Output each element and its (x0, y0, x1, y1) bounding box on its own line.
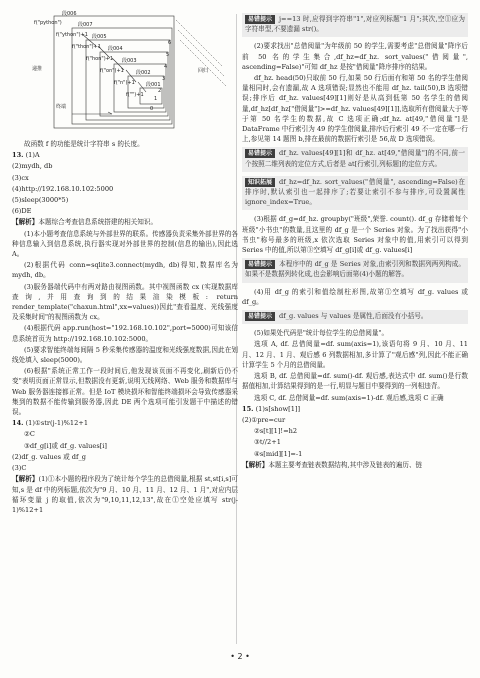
q13-explanation-3: (3)服务器端代码中有两对路由视图函数。其中视图函数 cx (实现数据库查询,并用查询到的结果渲染模板: return render_template("chaxun.html",xx=values))因此"查看温度、光线强度及采集时间"的视图函数为 cx。 (12, 282, 238, 322)
paragraph-9: 选项 C, df. 总借阅量=df. sum(axis=1)-df. 观后感,选项 C 正确 (254, 393, 444, 402)
error-tip-text: df_hz. values[49][1]和 df_hz. at[49,"借阅量"]的不同,前一个按照二维列表的定位方式,后者是 at[行索引,列标题]的定位方式。 (245, 149, 465, 168)
paragraph-3: df_hz. head(50)只取前 50 行,如果 50 行后面有和第 50 名的学生借阅量相同时,会有遗漏,故 A 选项错误;显然也不能用 df_hz. tail(50),B 选项错误;排序后 df_hz. values[49][1]则好是从高到低第 50 名学生的借阅量,df_hz[df_hz["借阅量"]>=df_hz. values[49][1]],选取所有借阅量大于等于第 50 名学生的数据,故 C 选项正确;df_hz. at[49,"借阅量"]是 DataFrame 中行索引为 49 的学生借阅量,排序后行索引 49 不一定在哪一行上,参见第 14 题图 b,排在最前的数据行索引是 56,故 D 选项错误。 (242, 74, 468, 144)
paragraph-4: (3)根据 df_g=df_hz. groupby("班级",荣誉. count(). df_g 存储着每个班级"小书虫"的数量,且这里的 df_g 是一个 Series 对象。为了找出获得"小书虫"称号最多的班级,x 依次选取 Series 对象中的值,用索引可以得到 Series 中的值,所以第③空填写 df_g[i]或 df_g. values[i] (242, 215, 468, 255)
error-tip-tag: 易错提示 (245, 312, 275, 321)
recurse-label: 递推 (32, 66, 43, 72)
right-column (242, 10, 468, 471)
q15-answer-4: ③t//2+1 (254, 438, 281, 447)
terminal-label: 终端 (56, 104, 67, 110)
node-empty: f("")+1 (126, 92, 144, 98)
left-column (12, 10, 238, 516)
q13-answer-5: (5)sleep(3000*5) (12, 196, 69, 205)
recursion-diagram-svg (12, 10, 238, 136)
q13-explanation-6: (6)根据"系统正常工作一段时间后,他发现该页面不再变化,刷新后仍不变"表明页面正常显示,但数据没有更新,说明无线网络、Web 服务和数据库与 Web 服务器连接都正常。但是 IoT 模块损坏和智能终端损坏会导致传感器采集到的数据不能传输到服务器,因此 DE 两个选项可能引发题干中描述的错误。 (12, 367, 238, 417)
result-1: 1 (154, 96, 158, 102)
knowledge-extension (242, 176, 468, 211)
error-tip-text: df_g. values 与 values 是属性,后面没有小括号。 (279, 312, 428, 321)
q14-explanation (12, 474, 238, 515)
result-6: 6 (168, 40, 172, 46)
q14-answer-5: (3)C (12, 464, 27, 473)
zero-value: 0 (150, 106, 154, 112)
return-label: 回归 (198, 68, 209, 74)
error-tip-text: 本程序中的 df_g 是 Series 对象,由索引列和数据列两列构成。如果不是数据列转化成,也会影响后面第(4)小题的解答。 (245, 260, 465, 279)
node-thon: f("thon")+1 (72, 44, 101, 50)
q15-answer-5: ④s[mid][1]=-1 (254, 449, 303, 458)
segment-label-007: 段007 (78, 22, 93, 28)
result-3: 3 (162, 76, 166, 82)
segment-label-006: 段006 (62, 11, 77, 17)
q15-explanation (242, 460, 468, 470)
q14-answer-1 (12, 418, 238, 428)
explanation-label-2: 【解析】 (12, 475, 39, 484)
explanation-text: 本题综合考查信息系统搭建的相关知识。 (38, 218, 158, 227)
q15-number: 15. (242, 404, 254, 413)
result-4: 4 (164, 64, 168, 70)
segment-label-002: 段002 (136, 70, 151, 76)
error-tip-3 (242, 258, 468, 282)
q13-answer-2: (2)mydh, db (12, 162, 53, 171)
segment-label-004: 段004 (108, 46, 123, 52)
q13-answer-1 (12, 150, 238, 160)
segment-label-005: 段005 (92, 34, 107, 40)
paragraph-5: (4)用 df_g 的索引和值绘制柱形图,故第①空填写 df_g. values 或 df_g。 (242, 287, 468, 306)
error-tip-4 (242, 310, 468, 324)
q13-answer-4: (4)http://192.168.10.102:5000 (12, 184, 114, 193)
segment-label-003: 段003 (122, 58, 137, 64)
result-5: 5 (166, 52, 170, 58)
node-ython: f("ython")+1 (56, 32, 88, 38)
node-hon: f("hon")+1 (86, 56, 114, 62)
q14-number: 14. (12, 419, 24, 428)
paragraph-6: (5)如果处代码是"统计每位学生的总借阅量"。 (254, 329, 389, 338)
q15-answer-1 (242, 404, 468, 414)
node-n: f("n")+1 (114, 80, 135, 86)
q13-answer-3: (3)cx (12, 173, 29, 182)
q14-a1: (1)①str(j-1)%12+1 (25, 419, 89, 428)
q14-answer-2: ②C (24, 430, 35, 439)
q13-explanation-2: (2)根据代码 conn=sqlite3.connect(mydh, db)得知,数据库名为 mydh, db。 (12, 261, 238, 280)
explanation-text-2: (1)①本小题的程序段为了统计每个学生的总借阅量,根据 st,st[i,s]可知,s 是 df 中的列标题,依次为"9 月、10 月、11 月、12 月、1 月",对应内层循环变量 j 的取值,依次为"9,10,11,12,13",故在①空处应填写 str(j-1)%12+1 (12, 475, 238, 514)
knowledge-tag: 知识拓展 (245, 178, 275, 187)
q14-answer-4: (2)df_g. values 或 df_g (12, 452, 86, 461)
node-python: f("python") (34, 20, 62, 26)
paragraph-8: 选项 B, df. 总借阅量=df. sum()-df. 观后感,表达式中 df. sum()是行数据值相加,计算结果得到的是一行,明显与题目中要得到的一列相违背。 (242, 372, 468, 391)
explanation-label: 【解析】 (12, 218, 39, 227)
knowledge-text: df_hz=df_hz. sort_values("借阅量", ascending=False)在排序时,默认索引也一起排序了;若要让索引不参与排序,可设置属性 ignore_index=True。 (245, 177, 465, 207)
error-tip-tag: 易错提示 (245, 15, 275, 24)
error-tip-tag: 易错提示 (245, 149, 275, 158)
q13-explanation-intro (12, 217, 238, 227)
q13-explanation-4: (4)根据代码 app.run(host="192.168.10.102",port=5000)可知该信息系统首页为 http://192.168.10.102:5000。 (12, 324, 238, 343)
error-tip-tag: 易错提示 (245, 260, 275, 269)
explanation-text-3: 本题主要考查链表数据结构,其中涉及链表的遍历、链 (268, 460, 423, 469)
segment-label-001: 段001 (146, 82, 161, 88)
error-tip-2 (242, 147, 468, 171)
node-on: f("on")+1 (100, 68, 124, 74)
diagram-conclusion: 故函数 f 的功能是统计字符串 s 的长度。 (24, 140, 144, 148)
error-tip-text: j==13 时,应得到字符串"1",对应列标题"1 月";其次,空①应为字符串型,不要遗漏 str()。 (245, 15, 465, 34)
paragraph-7: 选项 A, df. 总借阅量=df. sum(axis=1),该语句将 9 月、10 月、11 月、12 月、1 月、观后感 6 列数据相加,多计算了"观后感"列,因此不能正确计算学生 5 个月的总借阅量。 (242, 340, 468, 369)
q14-answer-3: ③df_g[i]或 df_g. values[i] (24, 441, 107, 450)
q15-answer-2: (2)①pre=cur (242, 415, 286, 424)
recursion-diagram (12, 10, 238, 136)
q13-explanation-1: (1)本小题考查信息系统与外部世界的联系。传感器负责采集外部世界的各种信息输入到信息系统,执行器实现对外部世界的控制(信息的输出),因此选 A。 (12, 229, 238, 259)
error-tip-1 (242, 13, 468, 37)
result-2: 2 (158, 88, 162, 94)
q13-answer-6: (6)DE (12, 207, 32, 216)
q15-answer-3: ②s[t][1]!=h2 (254, 427, 298, 436)
q15-a1: (1)s[show[1]] (255, 404, 301, 413)
paragraph-2: (2)要求找出"总借阅量"为年级前 50 的学生,需要考虑"总借阅量"降序后前 50 名的学生集合,df_hz=df_hz. sort_values("借阅量", ascending=False)"可知 df_hz 是按"借阅量"降序排序的结果。 (242, 42, 468, 71)
q13-number: 13. (12, 151, 24, 160)
q13-a1: (1)A (25, 151, 40, 160)
explanation-label-3: 【解析】 (242, 460, 269, 469)
page-number: • 2 • (230, 652, 250, 661)
q13-explanation-5: (5)要求智能终端每间隔 5 秒采集传感器的温度和光线强度数据,因此在划线处填入 sleep(5000)。 (12, 345, 238, 365)
